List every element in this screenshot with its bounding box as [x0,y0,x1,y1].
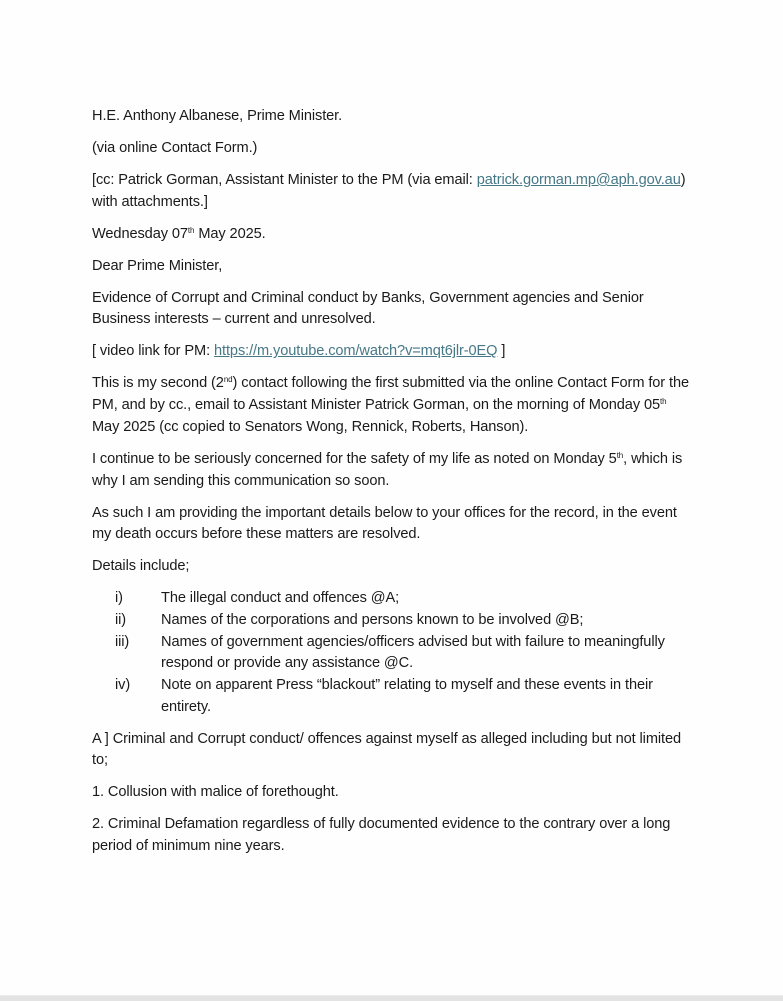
date-ordinal: th [187,225,195,235]
numbered-item-1: 1. Collusion with malice of forethought. [92,784,339,801]
via-line: (via online Contact Form.) [92,140,258,156]
video-link[interactable]: https://m.youtube.com/watch?v=mqt6jlr-0EQ [214,343,498,360]
salutation: Dear Prime Minister, [92,257,223,274]
para2-text-a: I continue to be seriously concerned for the safety of my life as noted on Monday 5 [92,450,617,467]
para2-ordinal: th [616,450,624,460]
cc-line [92,170,692,213]
details-list-item [92,675,692,718]
list-item-text: Names of government agencies/officers advised but with failure to meaningfully respond or provide any assistance @C. [161,633,665,672]
list-item-text: Names of the corporations and persons known to be involved @B; [161,611,584,628]
video-suffix: ] [497,343,506,360]
paragraph-safety-concern [92,449,692,492]
cc-prefix: [cc: Patrick Gorman, Assistant Minister to the PM (via email: [92,172,477,188]
page-bottom-edge [0,995,783,1001]
paragraph-second-contact [92,373,692,438]
list-marker: i) [115,590,123,607]
list-marker: iv) [115,677,131,694]
para2-text-b: , which is why I am sending this communication so soon. [92,450,683,489]
list-marker: ii) [115,611,127,628]
para1-text-a: This is my second (2 [92,375,224,392]
section-a-heading: A ] Criminal and Corrupt conduct/ offences against myself as alleged including but not limited to; [92,730,682,769]
details-list-item [92,588,692,610]
paragraph-details-record: As such I am providing the important details below to your offices for the record, in the event my death occurs before these matters are resolved. [92,504,677,543]
video-prefix: [ video link for PM: [92,343,214,360]
date-text: Wednesday 07 [92,225,188,242]
details-list-item [92,610,692,632]
details-list [92,588,692,718]
cc-email-link[interactable]: patrick.gorman.mp@aph.gov.au [476,172,681,188]
para1-text-c: May 2025 (cc copied to Senators Wong, Rennick, Roberts, Hanson). [92,418,529,435]
para1-ordinal-2: th [660,397,667,407]
letter-body [92,106,692,868]
list-marker: iii) [115,633,130,650]
addressee: H.E. Anthony Albanese, Prime Minister. [92,108,343,124]
details-intro: Details include; [92,558,190,575]
details-list-item [92,632,692,675]
date-text-end: May 2025. [194,225,266,242]
list-item-text: The illegal conduct and offences @A; [161,590,400,607]
para1-text-b: ) contact following the first submitted via the online Contact Form for the PM, and by cc., email to Assistant Minister Patrick Gorman, on the morning of Monday 05 [92,375,690,414]
video-line [92,341,692,363]
numbered-item-2: 2. Criminal Defamation regardless of fully documented evidence to the contrary over a long period of minimum nine years. [92,816,671,855]
para1-ordinal-1: nd [223,375,233,385]
subject-line: Evidence of Corrupt and Criminal conduct by Banks, Government agencies and Senior Business interests – current and unresolved. [92,289,644,328]
list-item-text: Note on apparent Press “blackout” relating to myself and these events in their entirety. [161,677,653,715]
letter-date [92,224,692,246]
cc-suffix: ) with attachments.] [92,172,686,210]
